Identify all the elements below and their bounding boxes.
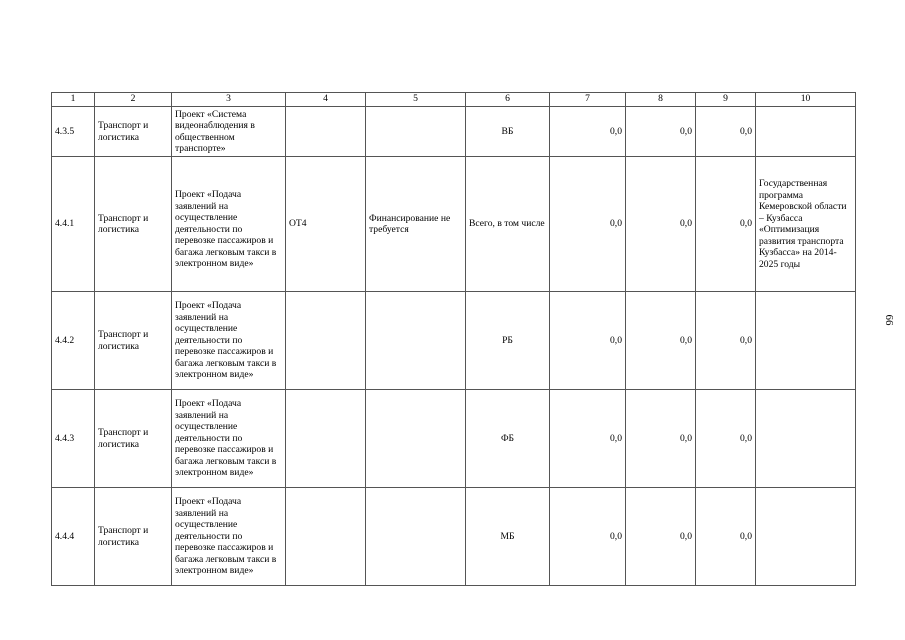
row-project: Проект «Подача заявлений на осуществление деятельности по перевозке пассажиров и багажа легковым такси в электронном виде»: [172, 390, 286, 488]
row-code: 4.4.1: [52, 157, 95, 292]
program-table: [51, 92, 856, 586]
header-cell: 2: [95, 93, 172, 107]
row-result-code: [286, 488, 366, 586]
row-project: Проект «Подача заявлений на осуществление деятельности по перевозке пассажиров и багажа легковым такси в электронном виде»: [172, 157, 286, 292]
row-program: [756, 488, 856, 586]
header-cell: 9: [696, 93, 756, 107]
row-financing: [366, 107, 466, 157]
row-value-7: 0,0: [550, 107, 626, 157]
row-value-9: 0,0: [696, 157, 756, 292]
row-value-7: 0,0: [550, 390, 626, 488]
row-result-code: [286, 390, 366, 488]
row-sector: Транспорт и логистика: [95, 157, 172, 292]
row-project: Проект «Подача заявлений на осуществление деятельности по перевозке пассажиров и багажа легковым такси в электронном виде»: [172, 292, 286, 390]
row-source: Всего, в том числе: [466, 157, 550, 292]
row-value-9: 0,0: [696, 107, 756, 157]
header-cell: 10: [756, 93, 856, 107]
row-value-7: 0,0: [550, 292, 626, 390]
row-value-8: 0,0: [626, 390, 696, 488]
row-code: 4.4.2: [52, 292, 95, 390]
row-program: [756, 390, 856, 488]
header-cell: 4: [286, 93, 366, 107]
row-value-8: 0,0: [626, 107, 696, 157]
row-code: 4.3.5: [52, 107, 95, 157]
row-sector: Транспорт и логистика: [95, 107, 172, 157]
row-code: 4.4.3: [52, 390, 95, 488]
row-financing: [366, 292, 466, 390]
row-program: Государственная программа Кемеровской области – Кузбасса «Оптимизация развития транспорта Кузбасса» на 2014-2025 годы: [756, 157, 856, 292]
header-cell: 8: [626, 93, 696, 107]
header-cell: 1: [52, 93, 95, 107]
row-project: Проект «Подача заявлений на осуществление деятельности по перевозке пассажиров и багажа легковым такси в электронном виде»: [172, 488, 286, 586]
row-sector: Транспорт и логистика: [95, 488, 172, 586]
row-financing: Финансирование не требуется: [366, 157, 466, 292]
table-row: [52, 157, 856, 292]
row-result-code: ОТ4: [286, 157, 366, 292]
row-value-7: 0,0: [550, 157, 626, 292]
row-source: МБ: [466, 488, 550, 586]
header-row: [52, 93, 856, 107]
header-cell: 5: [366, 93, 466, 107]
row-project: Проект «Система видеонаблюдения в общественном транспорте»: [172, 107, 286, 157]
table-row: [52, 488, 856, 586]
header-cell: 6: [466, 93, 550, 107]
row-value-7: 0,0: [550, 488, 626, 586]
table-row: [52, 292, 856, 390]
table-row: [52, 390, 856, 488]
row-value-9: 0,0: [696, 390, 756, 488]
table-row: [52, 107, 856, 157]
row-program: [756, 107, 856, 157]
row-result-code: [286, 292, 366, 390]
row-value-8: 0,0: [626, 488, 696, 586]
row-code: 4.4.4: [52, 488, 95, 586]
row-sector: Транспорт и логистика: [95, 292, 172, 390]
page-number: 66: [883, 314, 895, 326]
header-cell: 3: [172, 93, 286, 107]
header-cell: 7: [550, 93, 626, 107]
row-result-code: [286, 107, 366, 157]
row-financing: [366, 488, 466, 586]
row-value-9: 0,0: [696, 488, 756, 586]
row-value-9: 0,0: [696, 292, 756, 390]
row-source: РБ: [466, 292, 550, 390]
row-financing: [366, 390, 466, 488]
row-value-8: 0,0: [626, 292, 696, 390]
row-source: ВБ: [466, 107, 550, 157]
row-source: ФБ: [466, 390, 550, 488]
row-value-8: 0,0: [626, 157, 696, 292]
row-program: [756, 292, 856, 390]
row-sector: Транспорт и логистика: [95, 390, 172, 488]
